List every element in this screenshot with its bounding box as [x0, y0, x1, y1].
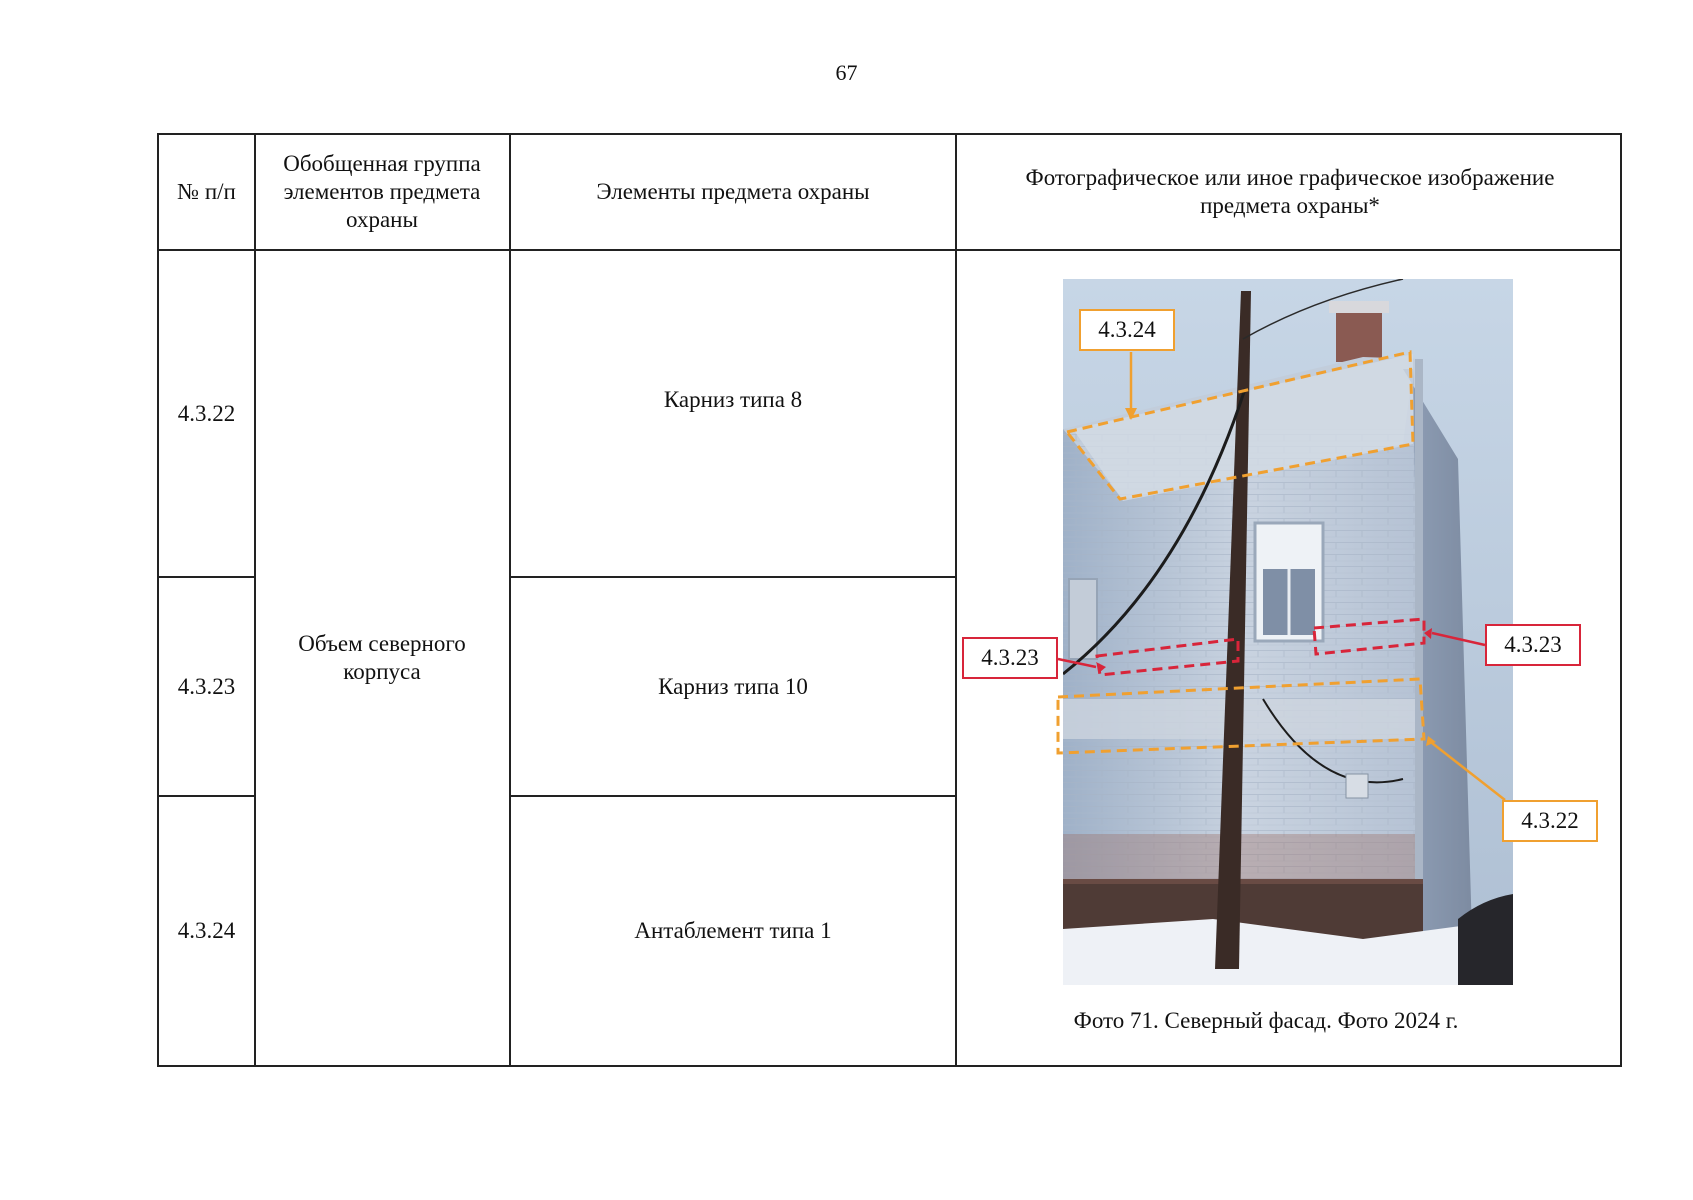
row-element-3: Антаблемент типа 1	[634, 918, 832, 943]
table-border-right	[1620, 133, 1622, 1067]
callout-4-3-22: 4.3.22	[1502, 800, 1598, 842]
row-num-3: 4.3.24	[177, 918, 236, 943]
callout-4-3-23-right: 4.3.23	[1485, 624, 1581, 666]
row-element-1: Карниз типа 8	[663, 387, 803, 412]
row-num-1: 4.3.22	[177, 400, 236, 426]
header-photo: Фотографическое или иное графическое изображение предмета охраны*	[1025, 165, 1555, 218]
col-divider-3	[955, 133, 957, 1067]
facade-photo	[1063, 279, 1513, 985]
group-value: Объем северного корпуса	[298, 631, 466, 684]
callout-4-3-23-left: 4.3.23	[962, 637, 1058, 679]
header-group: Обобщенная группа элементов предмета охраны	[283, 151, 481, 232]
header-num: № п/п	[177, 179, 236, 204]
photo-caption: Фото 71. Северный фасад. Фото 2024 г.	[1073, 1008, 1459, 1033]
col-divider-1	[254, 133, 256, 1067]
page-number: 67	[835, 60, 858, 85]
callout-4-3-24: 4.3.24	[1079, 309, 1175, 351]
table-border-bottom	[157, 1065, 1622, 1067]
header-elements: Элементы предмета охраны	[596, 179, 870, 204]
row-element-2: Карниз типа 10	[658, 673, 808, 699]
row-num-2: 4.3.23	[177, 673, 236, 699]
